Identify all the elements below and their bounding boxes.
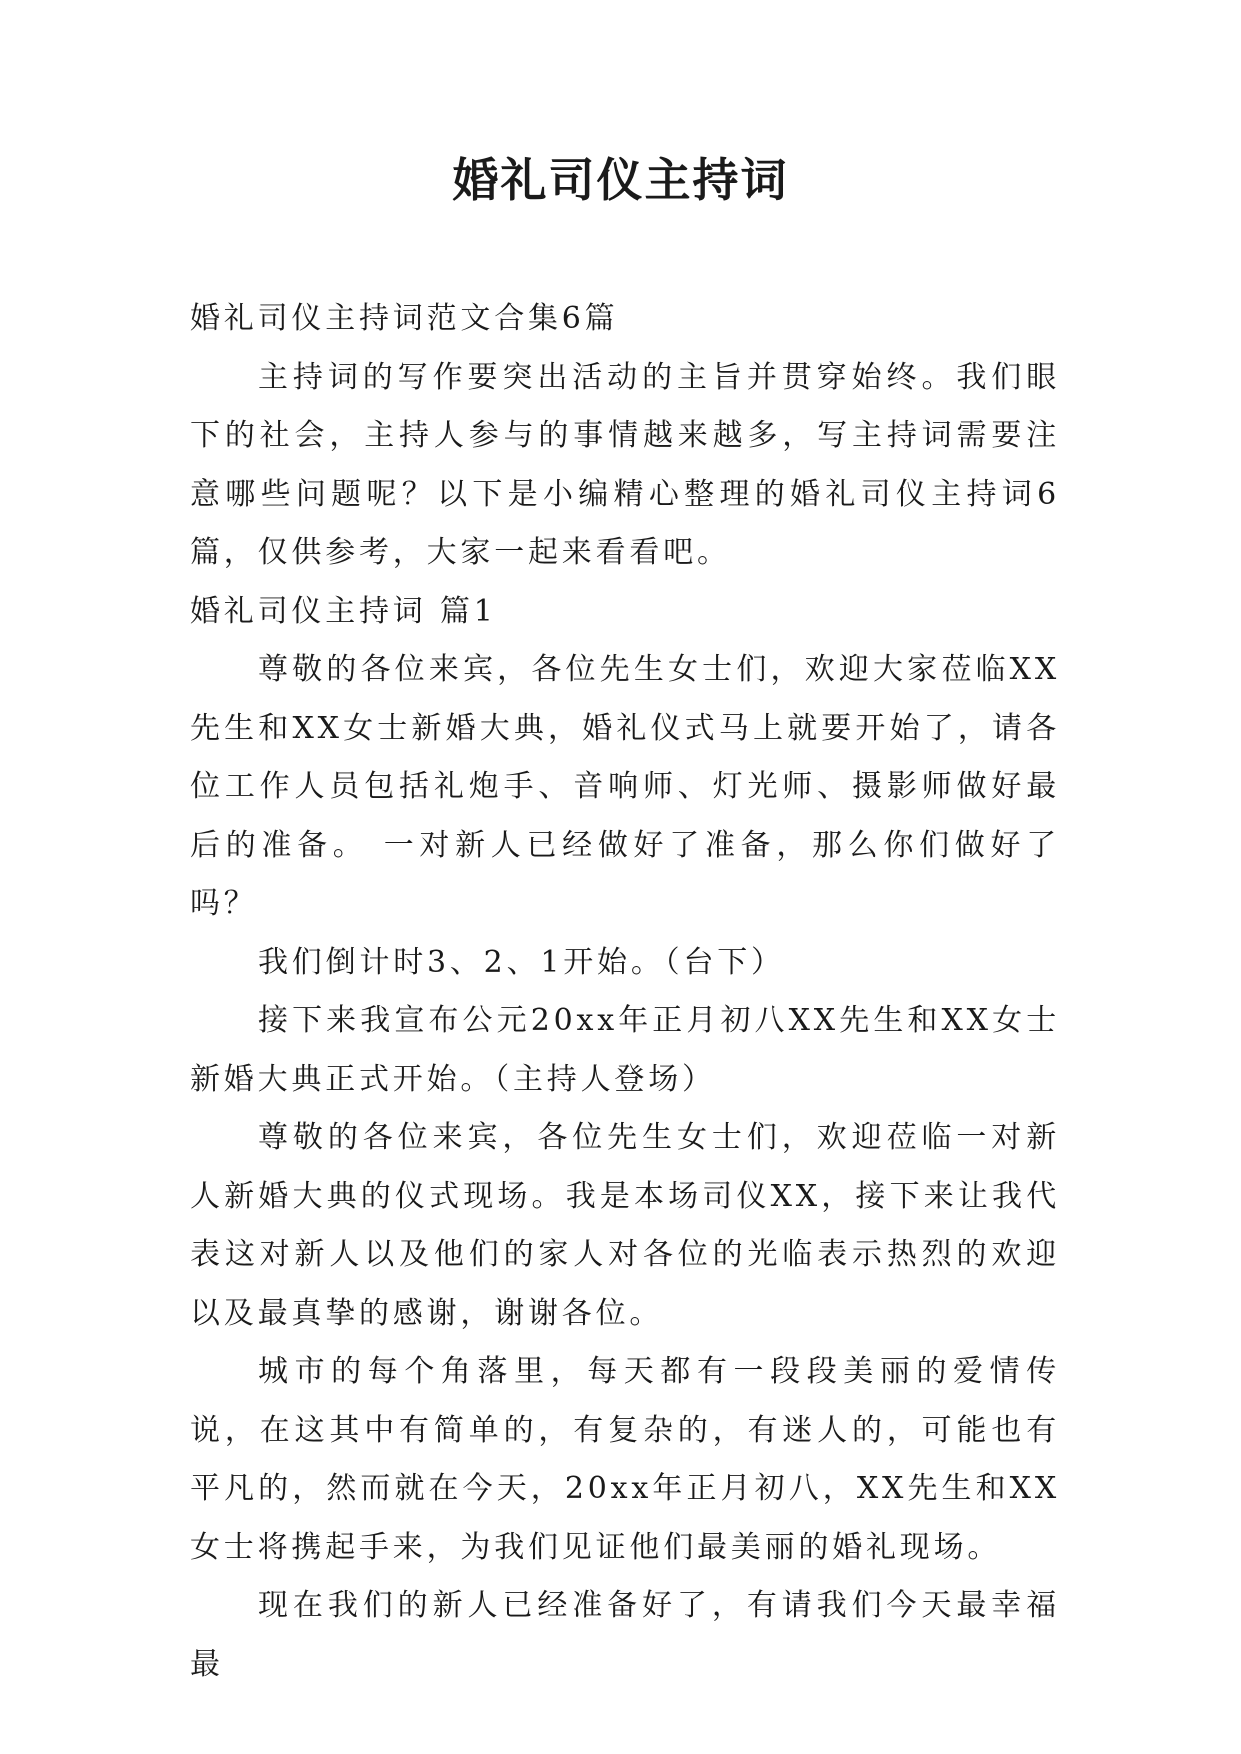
document-body (190, 290, 1060, 1694)
body-paragraph: 我们倒计时3、2、1开始。（台下） (258, 944, 785, 980)
body-paragraph: 现在我们的新人已经准备好了，有请我们今天最幸福最 (190, 1588, 1060, 1682)
document-title: 婚礼司仪主持词 (452, 153, 789, 207)
body-paragraph: 接下来我宣布公元20xx年正月初八XX先生和XX女士新婚大典正式开始。（主持人登场） (190, 1003, 1060, 1097)
body-paragraph: 尊敬的各位来宾，各位先生女士们，欢迎莅临一对新人新婚大典的仪式现场。我是本场司仪XX，接下来让我代表这对新人以及他们的家人对各位的光临表示热烈的欢迎以及最真挚的感谢，谢谢各位。 (190, 1120, 1060, 1331)
subtitle-paragraph: 婚礼司仪主持词范文合集6篇 (190, 301, 619, 336)
intro-paragraph: 主持词的写作要突出活动的主旨并贯穿始终。我们眼下的社会，主持人参与的事情越来越多，写主持词需要注意哪些问题呢？以下是小编精心整理的婚礼司仪主持词6篇，仅供参考，大家一起来看看吧。 (190, 359, 1060, 570)
body-paragraph: 城市的每个角落里，每天都有一段段美丽的爱情传说，在这其中有简单的，有复杂的，有迷人的，可能也有平凡的，然而就在今天，20xx年正月初八，XX先生和XX女士将携起手来，为我们见证他们最美丽的婚礼现场。 (190, 1354, 1060, 1565)
body-paragraph: 尊敬的各位来宾，各位先生女士们，欢迎大家莅临XX先生和XX女士新婚大典，婚礼仪式马上就要开始了，请各位工作人员包括礼炮手、音响师、灯光师、摄影师做好最后的准备。 一对新人已经做好了准备，那么你们做好了吗？ (190, 652, 1060, 921)
section-heading: 婚礼司仪主持词 篇1 (190, 593, 497, 629)
